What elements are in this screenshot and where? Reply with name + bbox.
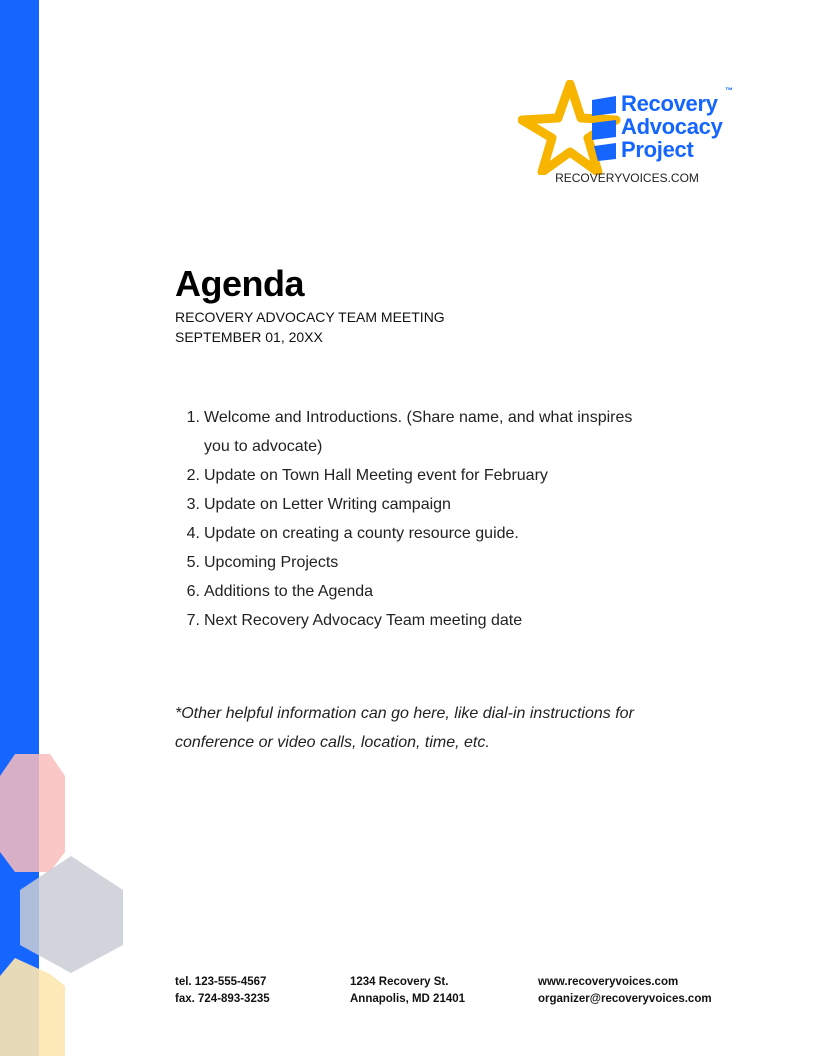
agenda-item-text: Additions to the Agenda <box>204 583 374 600</box>
agenda-item-text: Welcome and Introductions. (Share name, and what inspires you to advocate) <box>204 409 633 455</box>
footer-address-line-2: Annapolis, MD 21401 <box>350 993 466 1005</box>
agenda-item <box>175 606 635 635</box>
meeting-name: RECOVERY ADVOCACY TEAM MEETING <box>175 309 445 325</box>
meeting-date: SEPTEMBER 01, 20XX <box>175 329 323 345</box>
trademark-symbol: ™ <box>725 86 733 95</box>
logo-url: RECOVERYVOICES.COM <box>555 171 699 185</box>
agenda-item-number: 2. <box>186 467 200 484</box>
agenda-item-text: Upcoming Projects <box>204 554 339 571</box>
helpful-info-note: *Other helpful information can go here, like dial-in instructions for conference or video calls, location, time, etc. <box>175 705 634 751</box>
footer-email: organizer@recoveryvoices.com <box>538 993 712 1005</box>
footer-web <box>538 974 712 1008</box>
agenda-item-number: 3. <box>186 496 200 513</box>
hexagon-yellow <box>0 958 65 1056</box>
logo-line-1: Recovery <box>621 91 718 116</box>
hexagon-pink <box>0 754 65 872</box>
agenda-item-text: Next Recovery Advocacy Team meeting date <box>204 612 523 629</box>
footer-contact-phone <box>175 974 270 1008</box>
agenda-item-text: Update on Letter Writing campaign <box>204 496 451 513</box>
agenda-item-number: 1. <box>186 409 200 426</box>
agenda-item-number: 7. <box>186 612 200 629</box>
agenda-item <box>175 461 635 490</box>
organization-logo <box>518 80 740 188</box>
agenda-item-text: Update on creating a county resource guide. <box>204 525 519 542</box>
footer-phone: tel. 123-555-4567 <box>175 976 267 988</box>
agenda-item-text: Update on Town Hall Meeting event for February <box>204 467 548 484</box>
agenda-item-number: 4. <box>186 525 200 542</box>
meeting-subtitle <box>175 307 445 347</box>
agenda-item <box>175 490 635 519</box>
agenda-item <box>175 548 635 577</box>
agenda-item-number: 6. <box>186 583 200 600</box>
agenda-item <box>175 403 635 461</box>
page-title: Agenda <box>175 263 305 304</box>
footer-fax: fax. 724-893-3235 <box>175 993 270 1005</box>
agenda-item <box>175 519 635 548</box>
agenda-list <box>175 403 635 635</box>
agenda-item <box>175 577 635 606</box>
logo-line-3: Project <box>621 137 694 162</box>
hexagon-gray <box>20 856 123 973</box>
footer-address-line-1: 1234 Recovery St. <box>350 976 449 988</box>
decorative-hexagons <box>0 740 140 1056</box>
footer-website: www.recoveryvoices.com <box>538 976 679 988</box>
footer-address <box>350 974 465 1008</box>
agenda-item-number: 5. <box>186 554 200 571</box>
logo-line-2: Advocacy <box>621 114 723 139</box>
